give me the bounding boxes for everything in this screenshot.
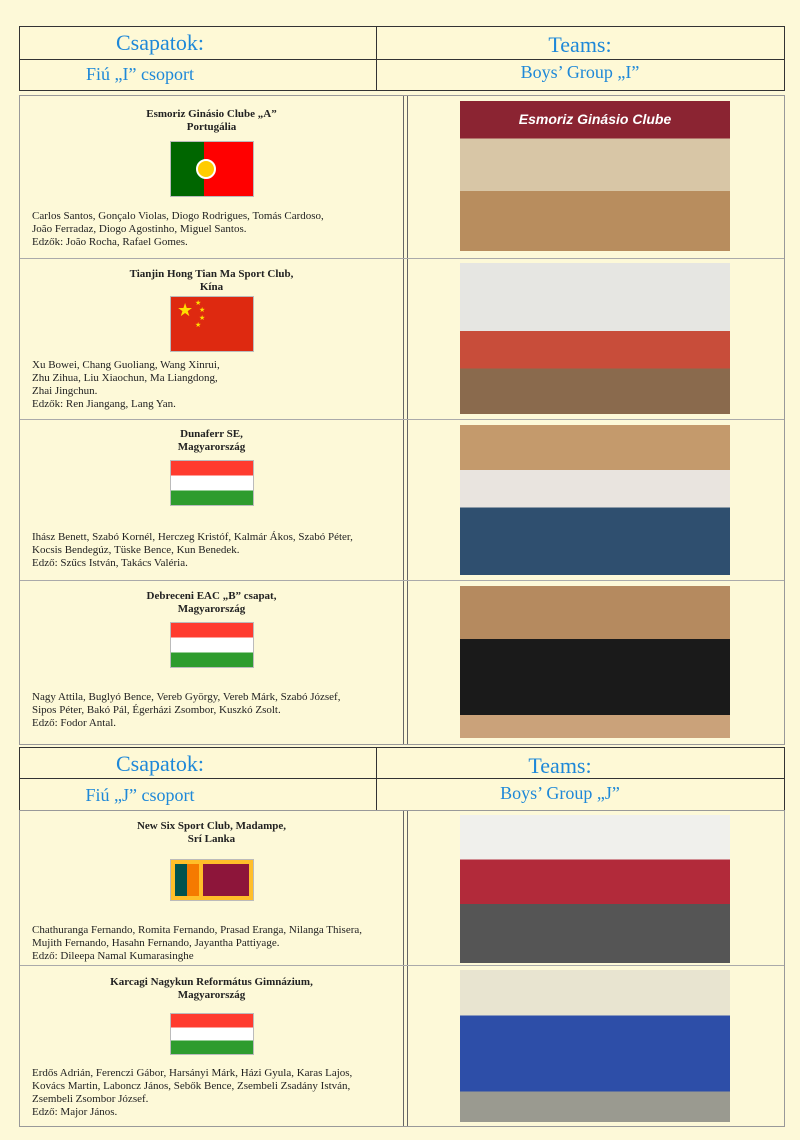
team-photo bbox=[460, 586, 730, 738]
header-left-group: Fiú „I” csoport bbox=[86, 64, 194, 84]
header-left-group: Fiú „J” csoport bbox=[85, 785, 195, 805]
team-players: Xu Bowei, Chang Guoliang, Wang Xinrui, Zhu Zihua, Liu Xiaochun, Ma Liangdong, Zhai Jingchun. Edzők: Ren Jiangang, Lang Yan. bbox=[32, 359, 220, 410]
team-row bbox=[20, 259, 784, 420]
team-players: Erdős Adrián, Ferenczi Gábor, Harsányi Márk, Házi Gyula, Karas Lajos, Kovács Martin, Laboncz János, Sebők Bence, Zsembeli Zsadány István, Zsembeli Zsombor József. Edző: Major János. bbox=[32, 1067, 353, 1118]
header-left-title: Csapatok: bbox=[116, 30, 204, 55]
team-photo bbox=[460, 970, 730, 1122]
team-photo bbox=[460, 425, 730, 575]
team-name: Karcagi Nagykun Református Gimnázium, bbox=[110, 976, 313, 988]
header-right-title: Teams: bbox=[528, 753, 592, 778]
team-country: Srí Lanka bbox=[187, 833, 236, 845]
team-photo bbox=[460, 815, 730, 963]
hungary-flag bbox=[170, 460, 254, 506]
team-players: Chathuranga Fernando, Romita Fernando, Prasad Eranga, Nilanga Thisera, Mujith Fernando, Hasahn Fernando, Jayantha Pattiyage. Edző: Dileepa Namal Kumarasinghe bbox=[32, 924, 363, 962]
photo-banner: Esmoriz Ginásio Clube bbox=[518, 111, 672, 127]
team-country: Magyarország bbox=[177, 441, 246, 453]
hungary-flag bbox=[170, 1013, 254, 1055]
teams-table-i bbox=[19, 95, 785, 745]
team-name: Debreceni EAC „B” csapat, bbox=[146, 590, 277, 602]
china-flag: ★ ★ ★ ★ ★ bbox=[170, 296, 254, 352]
team-name: Esmoriz Ginásio Clube „A” bbox=[146, 108, 277, 120]
team-row bbox=[20, 96, 784, 259]
team-name: Tianjin Hong Tian Ma Sport Club, bbox=[129, 268, 294, 280]
team-players: Carlos Santos, Gonçalo Violas, Diogo Rodrigues, Tomás Cardoso, João Ferradaz, Diogo Agostinho, Miguel Santos. Edzők: João Rocha, Rafael Gomes. bbox=[32, 210, 324, 248]
team-photo bbox=[460, 263, 730, 414]
team-row bbox=[20, 420, 784, 581]
team-country: Kína bbox=[199, 281, 224, 293]
team-name: Dunaferr SE, bbox=[180, 428, 243, 440]
header-right-group: Boys’ Group „I” bbox=[520, 62, 640, 82]
section-header-i bbox=[19, 26, 785, 91]
team-country: Magyarország bbox=[177, 603, 246, 615]
team-name: New Six Sport Club, Madampe, bbox=[136, 820, 287, 832]
header-right-group: Boys’ Group „J” bbox=[500, 783, 620, 803]
team-country: Magyarország bbox=[177, 989, 246, 1001]
team-photo bbox=[460, 101, 730, 251]
team-players: Nagy Attila, Buglyó Bence, Vereb György, Vereb Márk, Szabó József, Sipos Péter, Bakó Pál, Égerházi Zsombor, Kuszkó Zsolt. Edző: Fodor Antal. bbox=[32, 691, 341, 729]
header-right-title: Teams: bbox=[548, 32, 612, 57]
hungary-flag bbox=[170, 622, 254, 668]
team-players: Ihász Benett, Szabó Kornél, Herczeg Kristóf, Kalmár Ákos, Szabó Péter, Kocsis Bendegúz, Tüske Bence, Kun Benedek. Edző: Szűcs István, Takács Valéria. bbox=[32, 531, 353, 569]
team-row bbox=[20, 966, 784, 1126]
team-row bbox=[20, 811, 784, 966]
team-country: Portugália bbox=[186, 121, 237, 133]
header-left-title: Csapatok: bbox=[116, 751, 204, 776]
section-header-j bbox=[19, 747, 785, 812]
sri-lanka-flag bbox=[170, 859, 254, 901]
teams-table-j bbox=[19, 810, 785, 1127]
team-row bbox=[20, 581, 784, 744]
portugal-flag bbox=[170, 141, 254, 197]
